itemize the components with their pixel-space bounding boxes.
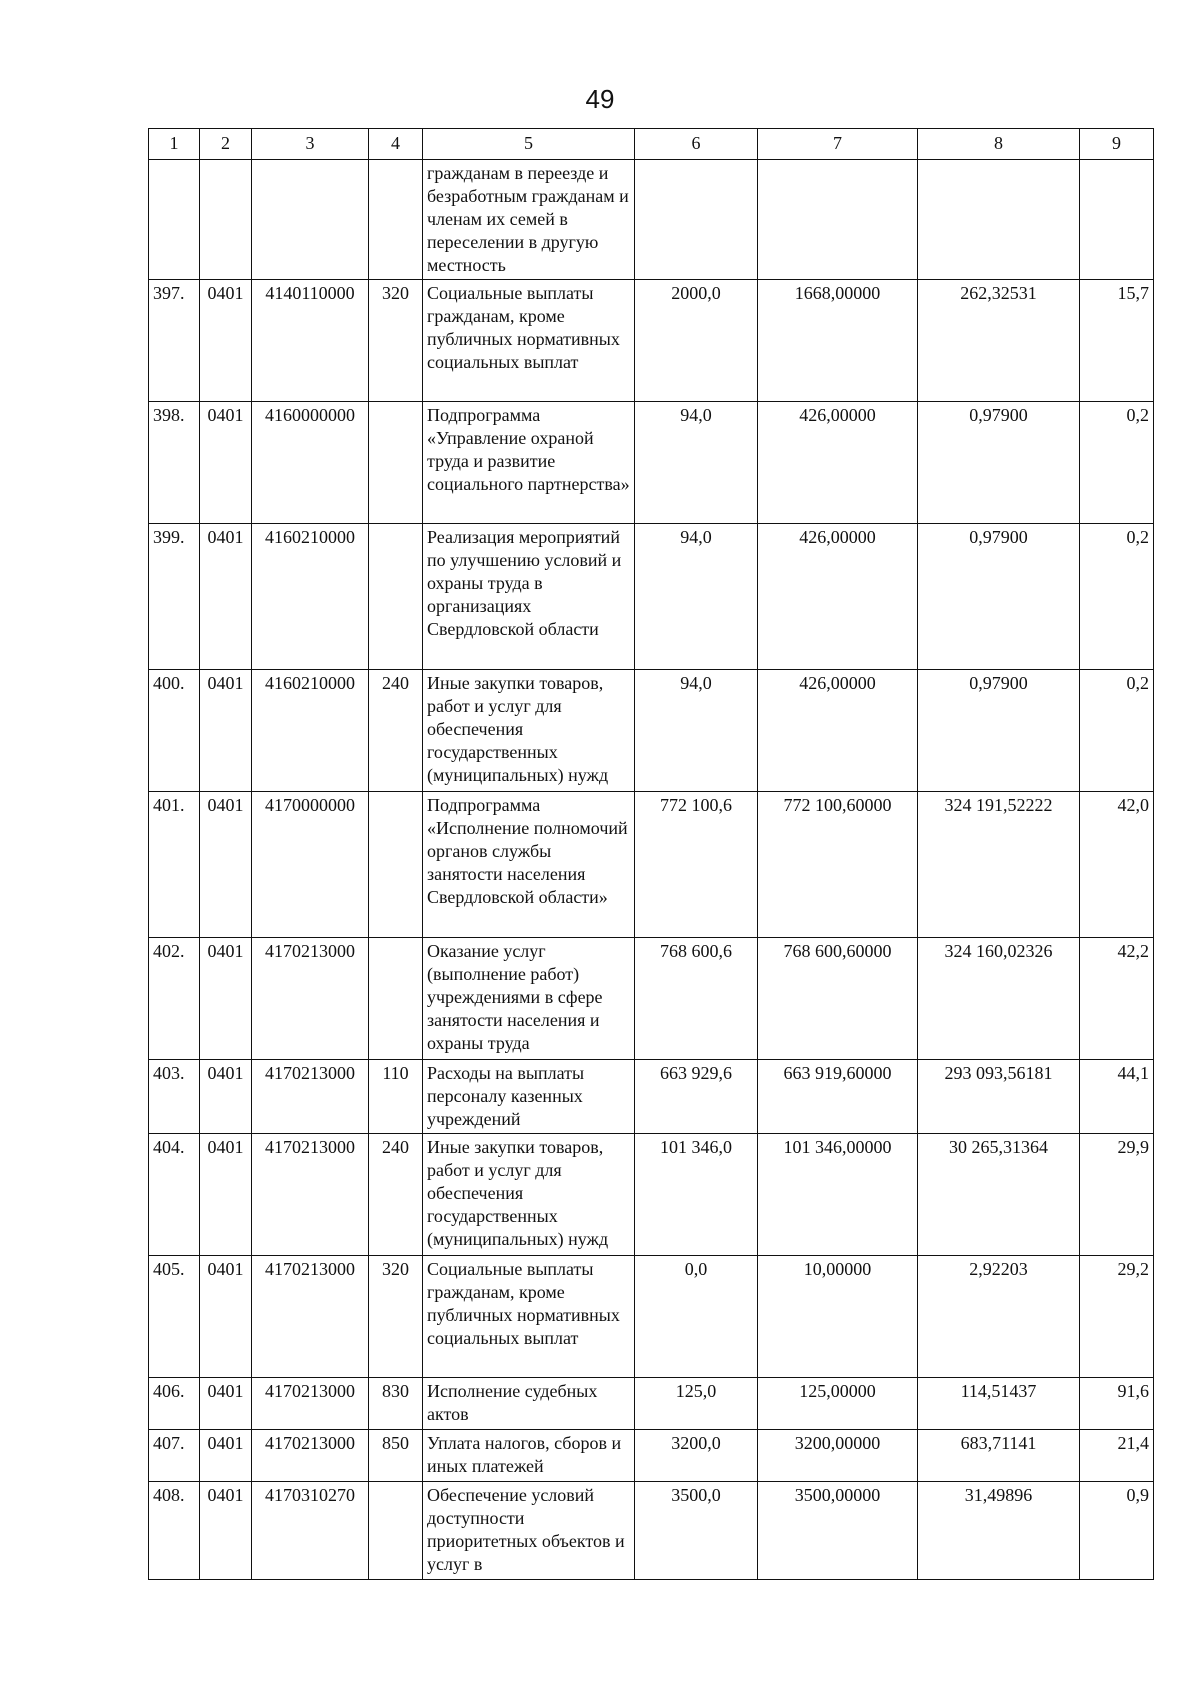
percent-col9: 44,1 xyxy=(1080,1060,1154,1134)
row-number: 406. xyxy=(149,1378,200,1430)
percent-col9: 29,2 xyxy=(1080,1256,1154,1378)
expense-type-code xyxy=(369,1482,423,1580)
column-header: 4 xyxy=(369,129,423,160)
expense-type-code: 240 xyxy=(369,1134,423,1256)
column-header: 9 xyxy=(1080,129,1154,160)
target-article-code xyxy=(252,160,369,280)
percent-col9: 42,0 xyxy=(1080,792,1154,938)
expense-type-code xyxy=(369,938,423,1060)
target-article-code: 4170213000 xyxy=(252,1060,369,1134)
column-header: 8 xyxy=(918,129,1080,160)
item-name: Расходы на выплаты персоналу казенных учреждений xyxy=(423,1060,635,1134)
section-code: 0401 xyxy=(200,524,252,670)
percent-col9: 91,6 xyxy=(1080,1378,1154,1430)
amount-col8: 262,32531 xyxy=(918,280,1080,402)
row-number xyxy=(149,160,200,280)
amount-col6: 663 929,6 xyxy=(635,1060,758,1134)
expense-type-code xyxy=(369,792,423,938)
percent-col9: 0,2 xyxy=(1080,402,1154,524)
amount-col7: 101 346,00000 xyxy=(758,1134,918,1256)
table-row xyxy=(149,792,1154,938)
table-row xyxy=(149,524,1154,670)
amount-col6 xyxy=(635,160,758,280)
amount-col7 xyxy=(758,160,918,280)
amount-col6: 3500,0 xyxy=(635,1482,758,1580)
item-name: Уплата налогов, сборов и иных платежей xyxy=(423,1430,635,1482)
column-header: 3 xyxy=(252,129,369,160)
column-header: 1 xyxy=(149,129,200,160)
amount-col8: 2,92203 xyxy=(918,1256,1080,1378)
section-code xyxy=(200,160,252,280)
section-code: 0401 xyxy=(200,280,252,402)
item-name: Обеспечение условий доступности приоритетных объектов и услуг в xyxy=(423,1482,635,1580)
page-number: 49 xyxy=(585,84,615,114)
amount-col7: 10,00000 xyxy=(758,1256,918,1378)
row-number: 402. xyxy=(149,938,200,1060)
table-row xyxy=(149,160,1154,280)
column-header: 2 xyxy=(200,129,252,160)
amount-col6: 0,0 xyxy=(635,1256,758,1378)
percent-col9: 21,4 xyxy=(1080,1430,1154,1482)
table-row xyxy=(149,938,1154,1060)
table-row xyxy=(149,1430,1154,1482)
table-row xyxy=(149,280,1154,402)
amount-col8: 0,97900 xyxy=(918,402,1080,524)
percent-col9: 15,7 xyxy=(1080,280,1154,402)
row-number: 407. xyxy=(149,1430,200,1482)
percent-col9 xyxy=(1080,160,1154,280)
percent-col9: 42,2 xyxy=(1080,938,1154,1060)
column-header: 5 xyxy=(423,129,635,160)
item-name: Социальные выплаты гражданам, кроме публичных нормативных социальных выплат xyxy=(423,280,635,402)
row-number: 398. xyxy=(149,402,200,524)
section-code: 0401 xyxy=(200,670,252,792)
target-article-code: 4170213000 xyxy=(252,1378,369,1430)
expense-type-code: 110 xyxy=(369,1060,423,1134)
table-row xyxy=(149,402,1154,524)
section-code: 0401 xyxy=(200,1134,252,1256)
target-article-code: 4170213000 xyxy=(252,1134,369,1256)
amount-col7: 426,00000 xyxy=(758,402,918,524)
item-name: Оказание услуг (выполнение работ) учреждениями в сфере занятости населения и охраны труда xyxy=(423,938,635,1060)
amount-col8: 0,97900 xyxy=(918,524,1080,670)
percent-col9: 0,9 xyxy=(1080,1482,1154,1580)
row-number: 401. xyxy=(149,792,200,938)
target-article-code: 4160210000 xyxy=(252,524,369,670)
amount-col8: 324 191,52222 xyxy=(918,792,1080,938)
amount-col7: 663 919,60000 xyxy=(758,1060,918,1134)
table-row xyxy=(149,670,1154,792)
amount-col7: 1668,00000 xyxy=(758,280,918,402)
row-number: 403. xyxy=(149,1060,200,1134)
amount-col8: 30 265,31364 xyxy=(918,1134,1080,1256)
column-header: 6 xyxy=(635,129,758,160)
target-article-code: 4160210000 xyxy=(252,670,369,792)
amount-col7: 772 100,60000 xyxy=(758,792,918,938)
row-number: 400. xyxy=(149,670,200,792)
target-article-code: 4170000000 xyxy=(252,792,369,938)
amount-col8: 683,71141 xyxy=(918,1430,1080,1482)
target-article-code: 4170213000 xyxy=(252,1430,369,1482)
section-code: 0401 xyxy=(200,792,252,938)
row-number: 405. xyxy=(149,1256,200,1378)
amount-col8: 0,97900 xyxy=(918,670,1080,792)
amount-col6: 94,0 xyxy=(635,670,758,792)
amount-col6: 125,0 xyxy=(635,1378,758,1430)
item-name: Исполнение судебных актов xyxy=(423,1378,635,1430)
column-header: 7 xyxy=(758,129,918,160)
expense-type-code xyxy=(369,524,423,670)
amount-col7: 3500,00000 xyxy=(758,1482,918,1580)
expense-type-code xyxy=(369,160,423,280)
header-row xyxy=(149,129,1154,160)
expense-type-code: 240 xyxy=(369,670,423,792)
item-name: Иные закупки товаров, работ и услуг для обеспечения государственных (муниципальных) нужд xyxy=(423,1134,635,1256)
expense-type-code: 830 xyxy=(369,1378,423,1430)
amount-col8: 324 160,02326 xyxy=(918,938,1080,1060)
section-code: 0401 xyxy=(200,402,252,524)
target-article-code: 4170310270 xyxy=(252,1482,369,1580)
amount-col8: 31,49896 xyxy=(918,1482,1080,1580)
amount-col8: 293 093,56181 xyxy=(918,1060,1080,1134)
percent-col9: 29,9 xyxy=(1080,1134,1154,1256)
budget-table xyxy=(148,128,1154,1580)
row-number: 408. xyxy=(149,1482,200,1580)
amount-col6: 101 346,0 xyxy=(635,1134,758,1256)
target-article-code: 4140110000 xyxy=(252,280,369,402)
amount-col6: 2000,0 xyxy=(635,280,758,402)
amount-col6: 94,0 xyxy=(635,402,758,524)
row-number: 397. xyxy=(149,280,200,402)
section-code: 0401 xyxy=(200,938,252,1060)
table-row xyxy=(149,1256,1154,1378)
amount-col6: 772 100,6 xyxy=(635,792,758,938)
target-article-code: 4170213000 xyxy=(252,938,369,1060)
item-name: Иные закупки товаров, работ и услуг для обеспечения государственных (муниципальных) нужд xyxy=(423,670,635,792)
amount-col8: 114,51437 xyxy=(918,1378,1080,1430)
amount-col8 xyxy=(918,160,1080,280)
amount-col6: 3200,0 xyxy=(635,1430,758,1482)
item-name: Подпрограмма «Исполнение полномочий органов службы занятости населения Свердловской области» xyxy=(423,792,635,938)
section-code: 0401 xyxy=(200,1482,252,1580)
amount-col7: 426,00000 xyxy=(758,524,918,670)
target-article-code: 4160000000 xyxy=(252,402,369,524)
section-code: 0401 xyxy=(200,1060,252,1134)
percent-col9: 0,2 xyxy=(1080,524,1154,670)
amount-col7: 125,00000 xyxy=(758,1378,918,1430)
amount-col7: 426,00000 xyxy=(758,670,918,792)
expense-type-code: 320 xyxy=(369,1256,423,1378)
expense-type-code: 320 xyxy=(369,280,423,402)
section-code: 0401 xyxy=(200,1378,252,1430)
section-code: 0401 xyxy=(200,1256,252,1378)
table-row xyxy=(149,1134,1154,1256)
item-name: гражданам в переезде и безработным гражданам и членам их семей в переселении в другую местность xyxy=(423,160,635,280)
amount-col6: 768 600,6 xyxy=(635,938,758,1060)
amount-col7: 3200,00000 xyxy=(758,1430,918,1482)
expense-type-code xyxy=(369,402,423,524)
expense-type-code: 850 xyxy=(369,1430,423,1482)
target-article-code: 4170213000 xyxy=(252,1256,369,1378)
row-number: 399. xyxy=(149,524,200,670)
table-row xyxy=(149,1378,1154,1430)
table-row xyxy=(149,1060,1154,1134)
item-name: Социальные выплаты гражданам, кроме публичных нормативных социальных выплат xyxy=(423,1256,635,1378)
amount-col6: 94,0 xyxy=(635,524,758,670)
item-name: Подпрограмма «Управление охраной труда и развитие социального партнерства» xyxy=(423,402,635,524)
section-code: 0401 xyxy=(200,1430,252,1482)
amount-col7: 768 600,60000 xyxy=(758,938,918,1060)
table-row xyxy=(149,1482,1154,1580)
item-name: Реализация мероприятий по улучшению условий и охраны труда в организациях Свердловской области xyxy=(423,524,635,670)
row-number: 404. xyxy=(149,1134,200,1256)
percent-col9: 0,2 xyxy=(1080,670,1154,792)
